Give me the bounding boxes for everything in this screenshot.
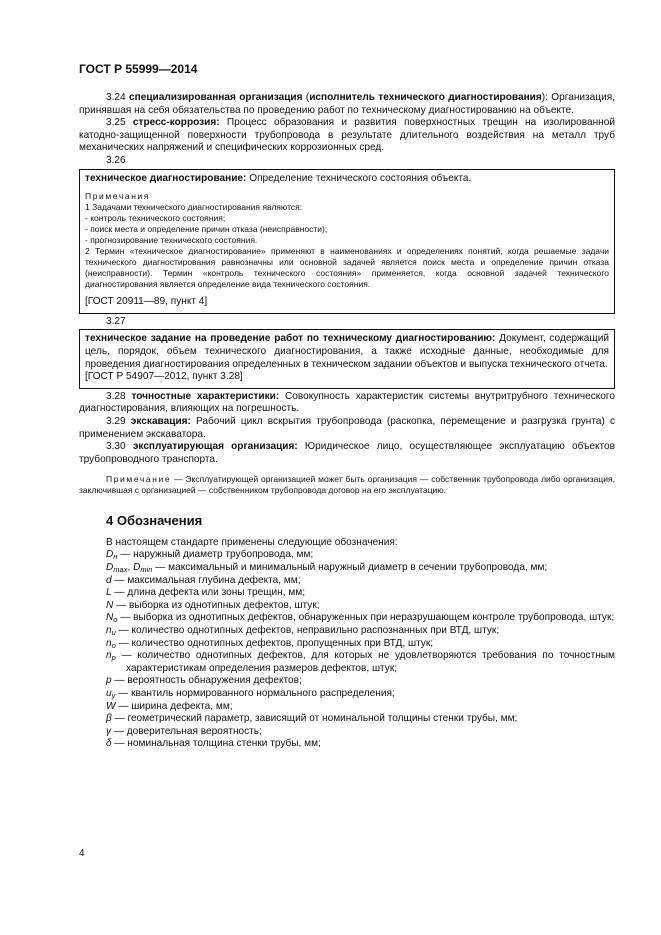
section-4-intro: В настоящем стандарте применены следующие обозначения: [106,536,398,548]
symbol-item [79,575,615,588]
term-title: стресс-коррозия: [132,117,220,129]
symbol-item [79,587,615,600]
term-definition: Совокупность характеристик системы внутритрубного технического диагностирования, влияющих на погрешность. [79,390,615,415]
symbol-description: — квантиль нормированного нормального распределения; [115,688,395,699]
term-3-26-box [79,169,615,314]
term-title: техническое диагностирование: [85,172,247,184]
term-definition: Организация, принявшая на себя обязательства по проведению работ по техническому диагностированию на объекте. [79,92,615,116]
symbol-description: — количество однотипных дефектов, пропущенных при ВТД, штук; [115,637,434,649]
document-body [79,92,615,751]
term-3-25: 3.25 стресс-коррозия: Процесс образования и развития поверхностных трещин на изолированной катодно-защищенной поверхности трубопровода в результате длительного воздействия на металл труб механических напряжений и специфических коррозионных сред. [79,117,616,154]
symbol: D [106,562,114,574]
symbol: u [106,688,112,699]
term-definition: Определение технического состояния объекта. [246,172,472,184]
symbol: γ [106,725,112,737]
symbol-description: — максимальная глубина дефекта, мм; [111,574,301,586]
symbol: n [106,637,112,649]
symbol-item [79,688,615,701]
term-reference: [ГОСТ 20911—89, пункт 4] [85,296,208,308]
term-alias: исполнитель технического диагностирования [309,92,542,103]
term-title: точностные характеристики: [131,390,280,402]
symbol: D [133,562,141,574]
symbol: р [106,675,112,687]
page-number: 4 [79,848,85,859]
symbol-subscript: и [111,628,116,638]
symbol-item [79,612,615,625]
symbol-item [79,549,615,562]
term-title: техническое задание на проведение работ по техническому диагностированию: [85,333,496,345]
symbol-subscript: max [113,565,128,575]
symbols-list [79,549,615,751]
operator-note [79,474,615,496]
symbol-description: — ширина дефекта, мм; [115,700,233,712]
term-definition: Рабочий цикл вскрытия трубопровода (раскопка, перемещение и разгрузка грунта) с применением экскаватора. [79,415,615,440]
symbol-description: — геометрический параметр, зависящий от номинальной толщины стенки трубы, мм; [111,713,518,725]
symbol-item: $D_{max}$, $D_{min}$ — максимальный и минимальный наружный диаметр в сечении трубопровода, мм; [106,562,548,575]
symbol: n [106,625,112,637]
symbol-description: — длина дефекта или зоны трещин, мм; [111,587,306,599]
symbol-description: — выборка из однотипных дефектов, штук; [113,599,320,611]
notes-title: Примечания [85,191,151,202]
note-label: Примечание [106,474,172,485]
term-3-26 [85,173,609,186]
symbol-description: — количество однотипных дефектов, для которых не удовлетворяются требования по точностным характеристикам определения размеров дефектов, штук; [115,650,615,674]
symbol-description: — номинальная толщина стенки трубы, мм; [111,738,321,750]
term-definition: Документ, содержащий цель, порядок, объем технического диагностирования, а также исходные данные, необходимые для проведения диагностирования определенных в техническом задании объектов и выпуска технического отчета. [85,333,610,370]
symbol-item [79,638,615,651]
note-1-item: - контроль технического состояния; [85,213,226,224]
symbol-description: — максимальный и минимальный наружный диаметр в сечении трубопровода, мм; [152,562,548,574]
symbol-description: — наружный диаметр трубопровода, мм; [117,549,314,561]
symbol: L [106,587,112,599]
term-title: эксплуатирующая организация: [132,441,298,453]
symbol: n [106,650,112,662]
symbol-subscript: γ [111,691,116,700]
term-3-27-box [79,329,615,388]
term-3-27 [85,333,609,371]
symbol: δ [106,738,112,750]
symbol: d [106,574,112,586]
term-3-30: 3.30 эксплуатирующая организация: Юридическое лицо, осуществляющее эксплуатацию объектов трубопроводного транспорта. [79,441,615,465]
note-2: 2 Термин «техническое диагностирование» применяют в наименованиях и определениях понятий, когда решаемые задачи технического диагностирования равнозначны или основной задачей является поиск места и определение причин отказа (неисправности). Термин «контроль технического состояния» применяется, когда основной задачей технического диагностирования является определение вида технического состояния. [85,246,609,290]
symbol-subscript: о [113,615,118,625]
symbol-subscript: н [113,552,118,562]
symbol-subscript: о [111,640,116,650]
term-title: специализированная организация [129,92,303,103]
term-number: 3.26 [106,154,126,166]
symbol: N [106,599,114,611]
term-reference: [ГОСТ Р 54907—2012, пункт 3.28] [85,371,243,383]
note-text: — Эксплуатирующей организацией может быть организация — собственник трубопровода либо организация, заключившая с организацией — собственником трубопровода договор на его эксплуатацию. [79,474,615,496]
symbol: N [106,612,114,624]
term-3-29: 3.29 экскавация: Рабочий цикл вскрытия трубопровода (раскопка, перемещение и разгрузка грунта) с применением экскаватора. [79,415,615,440]
symbol: β [106,713,112,725]
symbol-item [79,600,615,613]
symbol-description: — выборка из однотипных дефектов, обнаруженных при неразрушающем контроле трубопровода, штук; [117,612,615,624]
symbol-subscript: min [140,565,153,575]
symbol-description: — количество однотипных дефектов, неправильно распознанных при ВТД, штук; [115,625,500,637]
symbol-item [79,650,615,675]
symbol-item [79,675,615,688]
symbol-subscript: р [111,653,116,663]
symbol: D [106,549,114,561]
symbol-item [79,625,615,638]
symbol-item [79,726,615,739]
term-definition: Юридическое лицо, осуществляющее эксплуатацию объектов трубопроводного транспорта. [79,441,615,465]
symbol-item [79,738,615,751]
note-1: 1 Задачами технического диагностирования являются: [85,202,303,213]
term-number: 3.27 [106,315,126,327]
section-4-title: 4 Обозначения [106,513,203,529]
symbol-description: — вероятность обнаружения дефектов; [111,675,302,687]
symbol-item [79,713,615,726]
symbol-item [79,701,615,714]
note-1-item: - прогнозирование технического состояния. [85,235,258,246]
term-title: экскавация: [130,415,191,427]
symbol-description: — доверительная вероятность; [111,725,262,737]
symbol: W [106,700,116,712]
term-3-28: 3.28 точностные характеристики: Совокупность характеристик системы внутритрубного технического диагностирования, влияющих на погрешность. [79,390,615,415]
term-definition: Процесс образования и развития поверхностных трещин на изолированной катодно-защищенной поверхности трубопровода в результате длительного воздействия на металл труб механических напряжений и специфических коррозионных сред. [79,117,616,154]
term-3-24: 3.24 специализированная организация (исполнитель технического диагностирования): Организация, принявшая на себя обязательства по проведению работ по техническому диагностированию на объекте. [79,92,615,116]
document-code: ГОСТ Р 55999—2014 [79,62,198,76]
note-1-item: - поиск места и определение причин отказа (неисправности); [85,224,328,235]
